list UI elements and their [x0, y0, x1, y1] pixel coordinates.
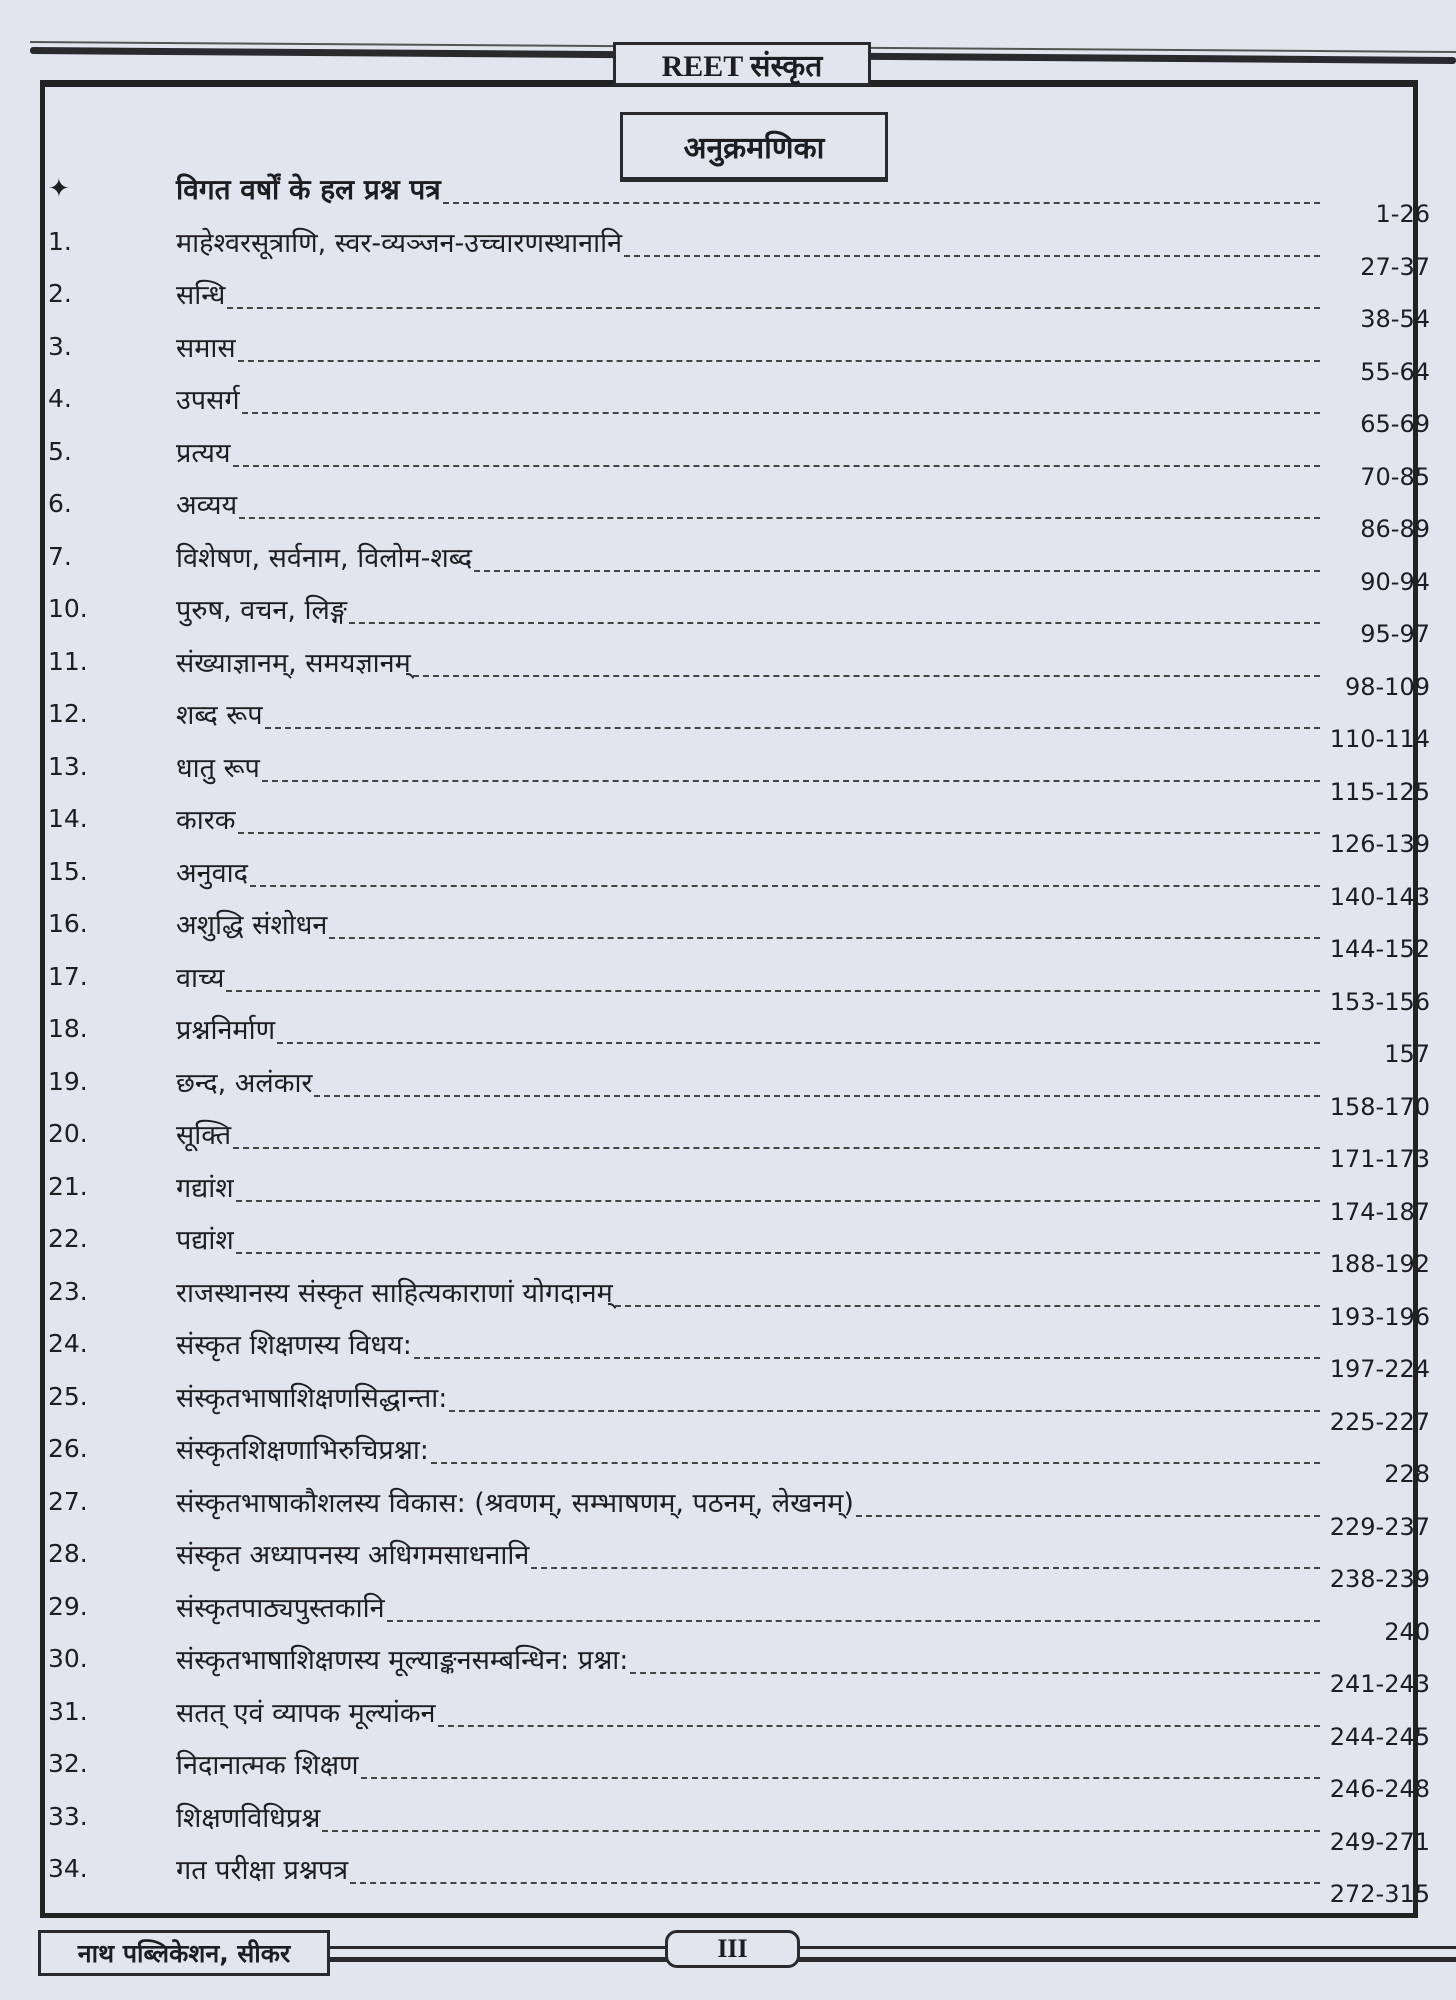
entry-title: छन्द, अलंकार: [176, 1067, 313, 1099]
entry-pages: 115-125: [1329, 777, 1430, 806]
entry-number: 17.: [48, 961, 88, 991]
entry-number: 23.: [48, 1276, 88, 1306]
toc-entry: [48, 849, 1438, 911]
toc-entry: [48, 1531, 1438, 1593]
toc-entry: [48, 429, 1438, 491]
toc-entry: [48, 376, 1438, 438]
entry-pages: 55-64: [1360, 357, 1430, 386]
entry-pages: 98-109: [1344, 672, 1430, 701]
toc-entry: [48, 1164, 1438, 1226]
entry-title: संस्कृतभाषाकौशलस्य विकास: (श्रवणम्, सम्भाषणम्, पठनम्, लेखनम्): [176, 1487, 854, 1519]
dotted-leader: [361, 1751, 1320, 1779]
entry-pages: 86-89: [1360, 515, 1430, 543]
dotted-leader: [630, 1646, 1320, 1674]
entry-pages: 140-143: [1329, 882, 1430, 911]
dotted-leader: [856, 1489, 1320, 1517]
entry-title: अशुद्धि संशोधन: [176, 910, 328, 941]
entry-number: 30.: [48, 1644, 88, 1673]
dotted-leader: [233, 439, 1320, 467]
entry-pages: 244-245: [1329, 1722, 1430, 1751]
entry-pages: 95-97: [1360, 620, 1430, 648]
entry-title: संस्कृत अध्यापनस्य अधिगमसाधनानि: [176, 1540, 530, 1571]
entry-title: पुरुष, वचन, लिङ्ग: [176, 595, 347, 626]
entry-title: संस्कृत शिक्षणस्य विधय:: [176, 1330, 412, 1361]
dotted-leader: [262, 754, 1320, 782]
toc-entry: [48, 1216, 1438, 1278]
dotted-leader: [242, 386, 1320, 414]
toc-entry: [48, 219, 1438, 281]
entry-title: राजस्थानस्य संस्कृत साहित्यकाराणां योगदानम्: [176, 1277, 613, 1309]
entry-title: संस्कृतपाठ्यपुस्तकानि: [176, 1592, 385, 1624]
entry-pages: 65-69: [1360, 410, 1430, 438]
entry-number: 34.: [48, 1854, 88, 1883]
dotted-leader: [387, 1594, 1320, 1622]
dotted-leader: [226, 964, 1320, 992]
entry-pages: 70-85: [1360, 462, 1430, 491]
entry-number: 3.: [48, 331, 72, 361]
entry-pages: 225-227: [1329, 1407, 1430, 1436]
entry-pages: 188-192: [1329, 1250, 1430, 1278]
entry-number: 25.: [48, 1381, 88, 1411]
entry-pages: 229-237: [1329, 1512, 1430, 1541]
entry-pages: 153-156: [1329, 987, 1430, 1016]
entry-number: 31.: [48, 1696, 88, 1726]
dotted-leader: [474, 544, 1320, 572]
toc-entry: [48, 796, 1438, 858]
entry-number: 14.: [48, 804, 88, 833]
toc-entry: [48, 271, 1438, 333]
footer-rule: [330, 1946, 1456, 1962]
dotted-leader: [238, 806, 1320, 834]
toc-entry: [48, 691, 1438, 753]
dotted-leader: [413, 649, 1320, 677]
entry-title: प्रश्ननिर्माण: [176, 1015, 276, 1046]
entry-title: उपसर्ग: [176, 385, 240, 416]
entry-number: 27.: [48, 1486, 88, 1516]
entry-title: गत परीक्षा प्रश्नपत्र: [176, 1855, 349, 1886]
toc-entry: [48, 1794, 1438, 1856]
toc-entry: [48, 166, 1438, 228]
toc-entry: [48, 1269, 1438, 1331]
dotted-leader: [314, 1069, 1320, 1097]
entry-pages: 193-196: [1329, 1302, 1430, 1331]
entry-pages: 126-139: [1329, 830, 1430, 858]
entry-number: 18.: [48, 1014, 88, 1043]
entry-pages: 158-170: [1329, 1092, 1430, 1121]
entry-number: 7.: [48, 541, 72, 571]
entry-number: 24.: [48, 1329, 88, 1358]
toc-list: [48, 166, 1438, 1908]
entry-title: विगत वर्षों के हल प्रश्न पत्र: [176, 173, 441, 206]
entry-pages: 110-114: [1329, 725, 1430, 753]
entry-title: संस्कृतभाषाशिक्षणसिद्धान्ता:: [176, 1382, 448, 1414]
entry-pages: 90-94: [1360, 567, 1430, 596]
dotted-leader: [431, 1436, 1320, 1464]
entry-number: 10.: [48, 594, 88, 623]
entry-number: 33.: [48, 1801, 88, 1831]
entry-title: माहेश्वरसूत्राणि, स्वर-व्यञ्जन-उच्चारणस्थानानि: [176, 227, 623, 259]
dotted-leader: [239, 491, 1320, 519]
entry-title: संस्कृतभाषाशिक्षणस्य मूल्याङ्कनसम्बन्धिन: प्रश्ना:: [176, 1645, 629, 1676]
dotted-leader: [227, 281, 1320, 309]
dotted-leader: [236, 1174, 1320, 1202]
dotted-leader: [329, 911, 1320, 939]
toc-entry: [48, 534, 1438, 596]
entry-pages: 171-173: [1329, 1145, 1430, 1173]
dotted-leader: [443, 176, 1320, 204]
entry-number: 20.: [48, 1119, 88, 1148]
entry-number: 16.: [48, 909, 88, 938]
toc-entry: [48, 1111, 1438, 1173]
entry-title: सन्धि: [176, 280, 226, 311]
dotted-leader: [449, 1384, 1320, 1412]
entry-number: 26.: [48, 1434, 88, 1463]
toc-entry: [48, 324, 1438, 386]
entry-title: शब्द रूप: [176, 700, 263, 731]
entry-title: शिक्षणविधिप्रश्न: [176, 1802, 321, 1834]
entry-pages: 174-187: [1329, 1197, 1430, 1226]
entry-title: प्रत्यय: [176, 437, 231, 469]
entry-number: 6.: [48, 489, 72, 518]
entry-title: पद्यांश: [176, 1225, 234, 1256]
entry-title: वाच्य: [176, 962, 225, 994]
entry-number: 29.: [48, 1591, 88, 1621]
dotted-leader: [531, 1541, 1320, 1569]
entry-title: संख्याज्ञानम्, समयज्ञानम्: [176, 647, 411, 679]
dotted-leader: [238, 334, 1320, 362]
publisher-name: नाथ पब्लिकेशन, सीकर: [38, 1930, 330, 1976]
entry-title: धातु रूप: [176, 752, 260, 784]
dotted-leader: [233, 1121, 1320, 1149]
toc-entry: [48, 901, 1438, 963]
dotted-leader: [322, 1804, 1320, 1832]
entry-title: अव्यय: [176, 490, 238, 521]
toc-entry: [48, 1689, 1438, 1751]
entry-number: 15.: [48, 856, 88, 886]
entry-number: 22.: [48, 1224, 88, 1253]
dotted-leader: [414, 1331, 1320, 1359]
entry-pages: 157: [1384, 1040, 1430, 1068]
entry-title: निदानात्मक शिक्षण: [176, 1750, 359, 1781]
toc-entry: [48, 586, 1438, 648]
entry-pages: 241-243: [1329, 1670, 1430, 1698]
dotted-leader: [624, 229, 1320, 257]
toc-entry: [48, 639, 1438, 701]
dotted-leader: [250, 859, 1320, 887]
entry-title: संस्कृतशिक्षणाभिरुचिप्रश्ना:: [176, 1435, 429, 1466]
dotted-leader: [350, 1856, 1320, 1884]
entry-number: 4.: [48, 384, 72, 413]
dotted-leader: [349, 596, 1320, 624]
toc-heading: अनुक्रमणिका: [620, 112, 888, 182]
toc-entry: [48, 1636, 1438, 1698]
toc-entry: [48, 1741, 1438, 1803]
entry-number: 5.: [48, 436, 72, 466]
dotted-leader: [277, 1016, 1320, 1044]
entry-pages: 197-224: [1329, 1355, 1430, 1383]
toc-entry: [48, 1321, 1438, 1383]
entry-number: 21.: [48, 1171, 88, 1201]
entry-pages: 228: [1384, 1460, 1430, 1488]
entry-pages: 144-152: [1329, 935, 1430, 963]
entry-pages: 27-37: [1360, 252, 1430, 281]
entry-pages: 1-26: [1375, 200, 1430, 228]
toc-entry: [48, 1374, 1438, 1436]
entry-number: 1.: [48, 226, 72, 256]
dotted-leader: [438, 1699, 1320, 1727]
entry-number: 28.: [48, 1539, 88, 1568]
entry-title: सतत् एवं व्यापक मूल्यांकन: [176, 1697, 436, 1729]
entry-title: समास: [176, 332, 236, 364]
toc-entry: [48, 744, 1438, 806]
entry-number: 11.: [48, 646, 88, 676]
entry-pages: 238-239: [1329, 1565, 1430, 1593]
diamond-bullet-icon: ✦: [48, 174, 70, 204]
entry-number: 12.: [48, 699, 88, 728]
toc-entry: [48, 1584, 1438, 1646]
dotted-leader: [236, 1226, 1320, 1254]
entry-title: विशेषण, सर्वनाम, विलोम-शब्द: [176, 542, 473, 574]
toc-entry: [48, 481, 1438, 543]
entry-number: 19.: [48, 1066, 88, 1096]
dotted-leader: [615, 1279, 1320, 1307]
toc-entry: [48, 1006, 1438, 1068]
entry-title: सूक्ति: [176, 1120, 232, 1151]
entry-title: अनुवाद: [176, 857, 248, 889]
toc-entry: [48, 1846, 1438, 1908]
dotted-leader: [265, 701, 1320, 729]
toc-entry: [48, 1426, 1438, 1488]
entry-number: 2.: [48, 279, 72, 308]
entry-number: 32.: [48, 1749, 88, 1778]
book-title: REET संस्कृत: [613, 42, 871, 86]
toc-entry: [48, 1479, 1438, 1541]
toc-entry: [48, 1059, 1438, 1121]
entry-pages: 249-271: [1329, 1827, 1430, 1856]
entry-title: गद्यांश: [176, 1172, 234, 1204]
entry-title: कारक: [176, 805, 236, 836]
entry-number: 13.: [48, 751, 88, 781]
entry-pages: 272-315: [1329, 1880, 1430, 1908]
entry-pages: 38-54: [1360, 305, 1430, 333]
toc-entry: [48, 954, 1438, 1016]
entry-pages: 240: [1384, 1617, 1430, 1646]
page-number: III: [665, 1930, 800, 1968]
entry-pages: 246-248: [1329, 1775, 1430, 1803]
